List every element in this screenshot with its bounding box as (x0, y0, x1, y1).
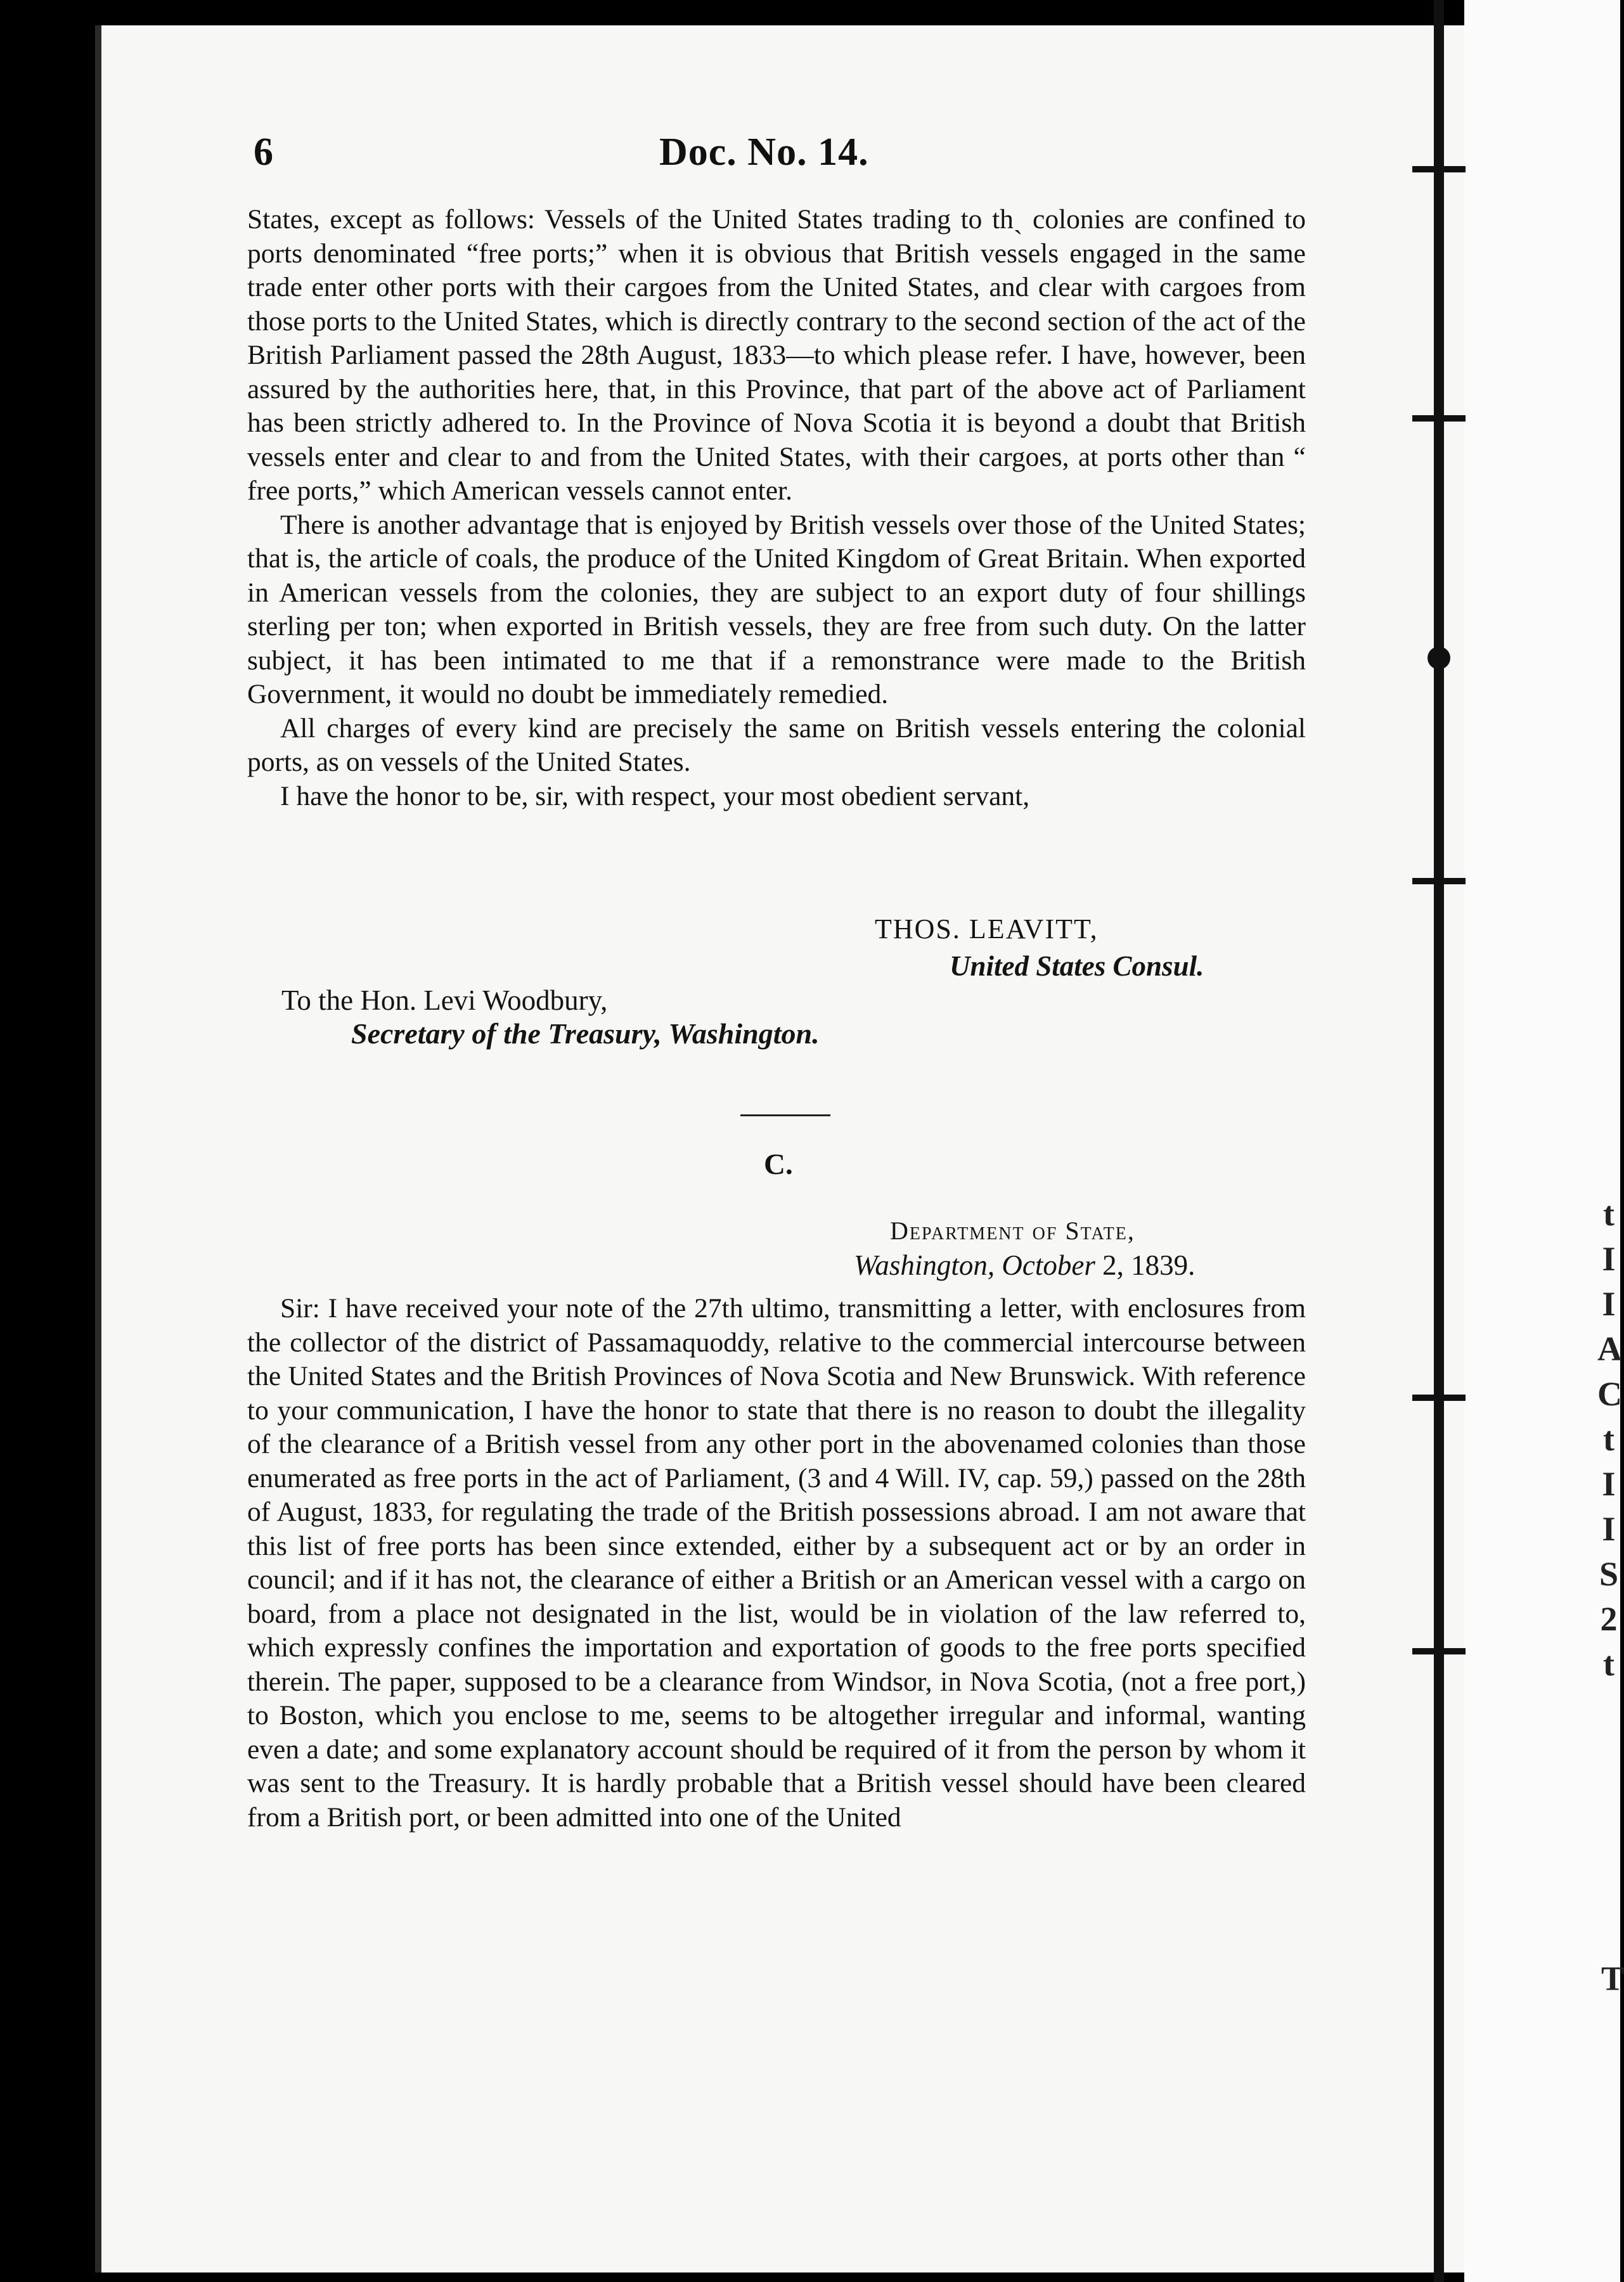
letter-dateline (854, 1249, 1195, 1282)
binding-stitch (1412, 415, 1466, 422)
binding-stitch (1412, 878, 1466, 884)
closing-line: I have the honor to be, sir, with respect, your most obedient servant, (280, 780, 1030, 811)
signature-name: THOS. LEAVITT, (875, 913, 1099, 944)
paragraph: Sir: I have received your note of the 27th ultimo, transmitting a letter, with enclosures from the collector of the district of Passamaquoddy, relative to the commercial intercourse between the United States and the British Provinces of Nova Scotia and New Brunswick. With reference to your communication, I have the honor to state that there is no reason to doubt the illegality of the clearance of a British vessel from any other port in the abovenamed colonies than those enumerated as free ports in the act of Parliament, (3 and 4 Will. IV, cap. 59,) passed on the 28th of August, 1833, for regulating the trade of the British possessions abroad. I am not aware that this list of free ports has been since extended, either by a subsequent act or by an order in council; and if it has not, the clearance of either a British or an American vessel with a cargo on board, from a place not designated in the list, would be in violation of the law referred to, which expressly confines the importation and exportation of goods to the free ports specified therein. The paper, supposed to be a clearance from Windsor, in Nova Scotia, (not a free port,) to Boston, which you enclose to me, seems to be altogether irregular and informal, wanting even a date; and some explanatory account should be required of it from the person by whom it was sent to the Treasury. It is hardly probable that a British vessel should have been cleared from a British port, or been admitted into one of the United (247, 1293, 1306, 1833)
adjacent-page-fragment: t I I A C t I I S 2 t (1597, 1195, 1622, 1683)
binding-spine (1434, 0, 1444, 2282)
sender-department: Department of State, (890, 1216, 1135, 1245)
signature-title: United States Consul. (950, 950, 1204, 982)
document-title: Doc. No. 14. (659, 131, 869, 174)
binding-stitch (1412, 166, 1466, 172)
paragraph: All charges of every kind are precisely the same on British vessels entering the colonial ports, as on vessels of the United States. (247, 712, 1306, 777)
section-divider (740, 1114, 830, 1116)
paragraph: There is another advantage that is enjoyed by British vessels over those of the United States; that is, the article of coals, the produce of the United Kingdom of Great Britain. When exported in American vessels from the colonies, they are subject to an export duty of four shillings sterling per ton; when exported in British vessels, they are free from such duty. On the latter subject, it has been intimated to me that if a remonstrance were made to the British Government, it would no doubt be immediately remedied. (247, 509, 1306, 709)
letter-body-2 (247, 1292, 1306, 1834)
addressee: To the Hon. Levi Woodbury, (281, 984, 608, 1016)
adjacent-page-fragment-bottom: T (1601, 1959, 1624, 1997)
dateline-place: Washington, October (854, 1249, 1095, 1281)
page-header (254, 130, 1306, 174)
binding-stitch (1412, 1648, 1466, 1654)
addressee-role: Secretary of the Treasury, Washington. (351, 1017, 820, 1050)
paragraph: States, except as follows: Vessels of the United States trading to thˏ colonies are confined to ports denominated “free ports;” when it is obvious that British vessels engaged in the same trade enter other ports with their cargoes from the United States, and clear with cargoes from those ports to the United States, which is directly contrary to the second section of the act of the British Parliament passed the 28th August, 1833—to which please refer. I have, however, been assured by the authorities here, that, in this Province, that part of the above act of Parliament has been strictly adhered to. In the Province of Nova Scotia it is beyond a doubt that British vessels enter and clear to and from the United States, with their cargoes, at ports other than “ free ports,” which American vessels cannot enter. (247, 204, 1306, 506)
binding-stitch (1412, 1395, 1466, 1401)
adjacent-page-strip (1464, 0, 1620, 2282)
binding-stitch-knob (1427, 647, 1450, 669)
section-label: C. (764, 1148, 793, 1181)
dateline-date: 2, 1839. (1095, 1249, 1195, 1281)
letter-body-1 (247, 203, 1306, 813)
page-number: 6 (254, 131, 273, 174)
